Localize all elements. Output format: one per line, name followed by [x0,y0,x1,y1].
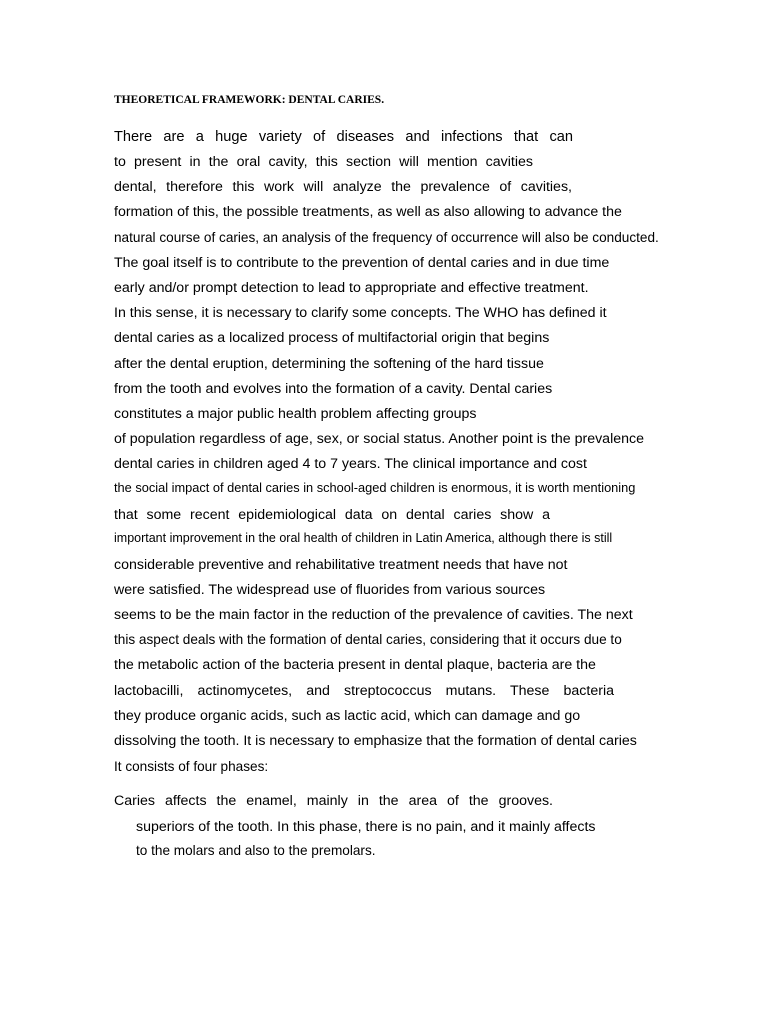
body-line: after the dental eruption, determining the softening of the hard tissue [114,356,544,372]
body-line: dental caries in children aged 4 to 7 years. The clinical importance and cost [114,456,587,472]
body-line: formation of this, the possible treatments, as well as also allowing to advance the [114,204,622,220]
body-line: The goal itself is to contribute to the prevention of dental caries and in due time [114,255,610,271]
body-line: constitutes a major public health problem affecting groups [114,406,477,422]
body-line: dental, therefore this work will analyze the prevalence of cavities, [114,179,572,195]
phase-line: to the molars and also to the premolars. [136,843,376,858]
document-title: THEORETICAL FRAMEWORK: DENTAL CARIES. [114,94,385,106]
body-line: to present in the oral cavity, this section will mention cavities [114,154,533,170]
body-line: In this sense, it is necessary to clarify some concepts. The WHO has defined it [114,305,607,321]
body-line: dental caries as a localized process of multifactorial origin that begins [114,330,550,346]
body-line: this aspect deals with the formation of dental caries, considering that it occurs due to [114,632,622,647]
body-line: were satisfied. The widespread use of fluorides from various sources [114,582,546,598]
body-line: considerable preventive and rehabilitative treatment needs that have not [114,557,568,573]
phase-line: Caries affects the enamel, mainly in the area of the grooves. [114,793,553,809]
body-line: early and/or prompt detection to lead to appropriate and effective treatment. [114,280,589,296]
body-line: seems to be the main factor in the reduction of the prevalence of cavities. The next [114,607,633,623]
body-line: natural course of caries, an analysis of the frequency of occurrence will also be conducted. [114,230,659,245]
body-line: important improvement in the oral health of children in Latin America, although there is still [114,531,613,545]
body-line: lactobacilli, actinomycetes, and streptococcus mutans. These bacteria [114,683,614,699]
body-line: the metabolic action of the bacteria present in dental plaque, bacteria are the [114,657,596,673]
body-line: dissolving the tooth. It is necessary to emphasize that the formation of dental caries [114,733,637,749]
body-line: the social impact of dental caries in school-aged children is enormous, it is worth mentioning [114,480,636,495]
body-line: they produce organic acids, such as lactic acid, which can damage and go [114,708,581,724]
body-line: that some recent epidemiological data on dental caries show a [114,507,550,523]
body-line: from the tooth and evolves into the formation of a cavity. Dental caries [114,381,553,397]
body-line: It consists of four phases: [114,759,269,774]
body-line: There are a huge variety of diseases and infections that can [114,129,573,145]
phase-line: superiors of the tooth. In this phase, there is no pain, and it mainly affects [136,819,596,835]
body-line: of population regardless of age, sex, or social status. Another point is the prevalence [114,431,644,447]
